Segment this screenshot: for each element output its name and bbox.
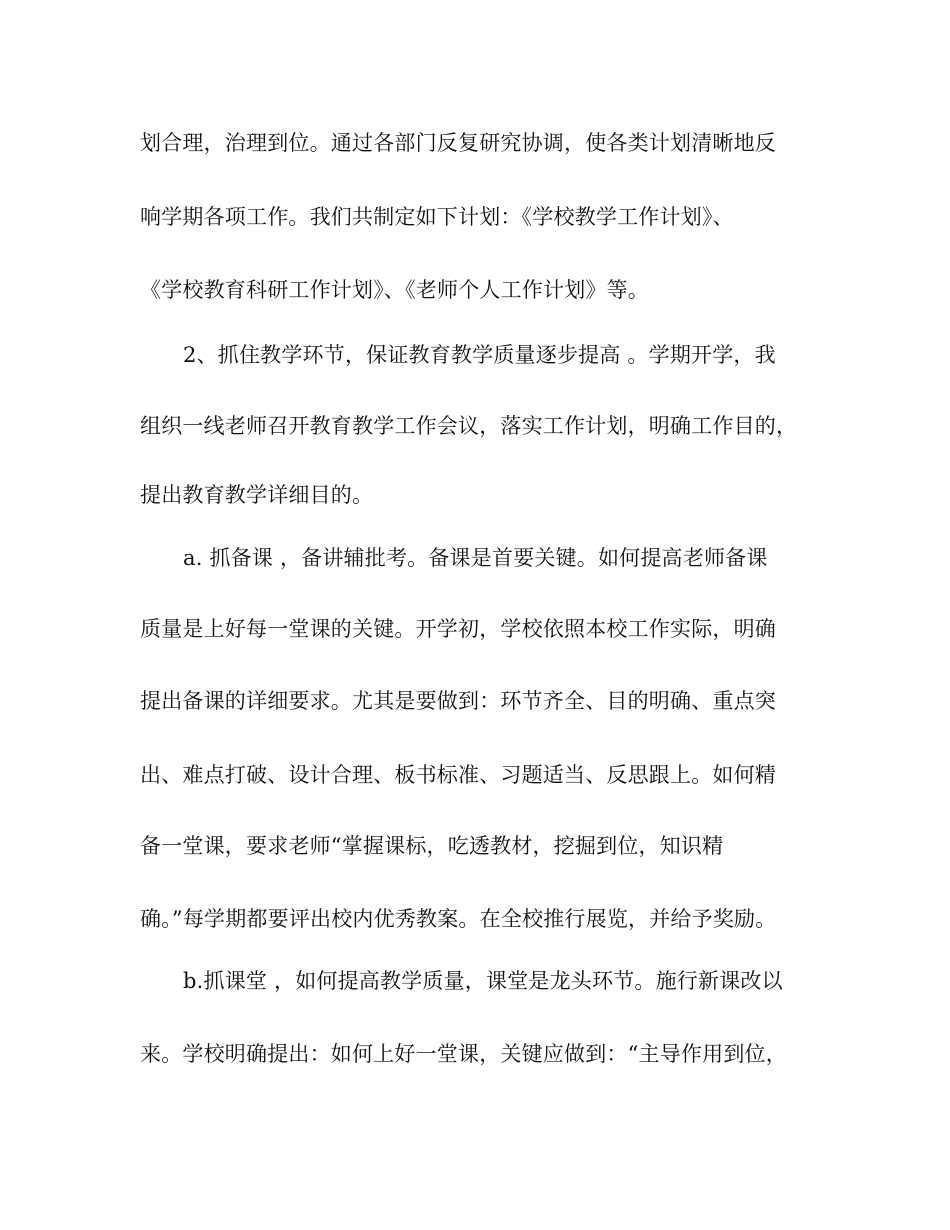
paragraph-line: 质量是上好每一堂课的关键。开学初，学校依照本校工作实际，明确 [140, 617, 776, 641]
paragraph-line: b.抓课堂 ，如何提高教学质量，课堂是龙头环节。施行新课改以 [183, 969, 783, 993]
paragraph-line: 提出备课的详细要求。尤其是要做到：环节齐全、目的明确、重点突 [140, 689, 776, 713]
paragraph-line: 出、难点打破、设计合理、板书标准、习题适当、反思跟上。如何精 [140, 763, 776, 787]
paragraph-line: 响学期各项工作。我们共制定如下计划：《学校教学工作计划》、 [140, 205, 734, 229]
paragraph-line: 确。”每学期都要评出校内优秀教案。在全校推行展览，并给予奖励。 [140, 907, 777, 931]
paragraph-line: 2、抓住教学环节，保证教育教学质量逐步提高 。学期开学，我 [183, 343, 776, 367]
paragraph-line: 组织一线老师召开教育教学工作会议，落实工作计划，明确工作目的， [140, 414, 798, 438]
paragraph-line: 提出教育教学详细目的。 [140, 483, 374, 507]
paragraph-line: 划合理，治理到位。通过各部门反复研究协调，使各类计划清晰地反 [140, 131, 776, 155]
paragraph-line: 来。学校明确提出：如何上好一堂课，关键应做到：“主导作用到位， [140, 1042, 787, 1066]
paragraph-line: 备一堂课，要求老师“掌握课标，吃透教材，挖掘到位，知识精 [140, 834, 724, 858]
paragraph-line: a. 抓备课 ，备讲辅批考。备课是首要关键。如何提高老师备课 [183, 546, 768, 570]
paragraph-line: 《学校教育科研工作计划》、《老师个人工作计划》等。 [140, 278, 649, 302]
